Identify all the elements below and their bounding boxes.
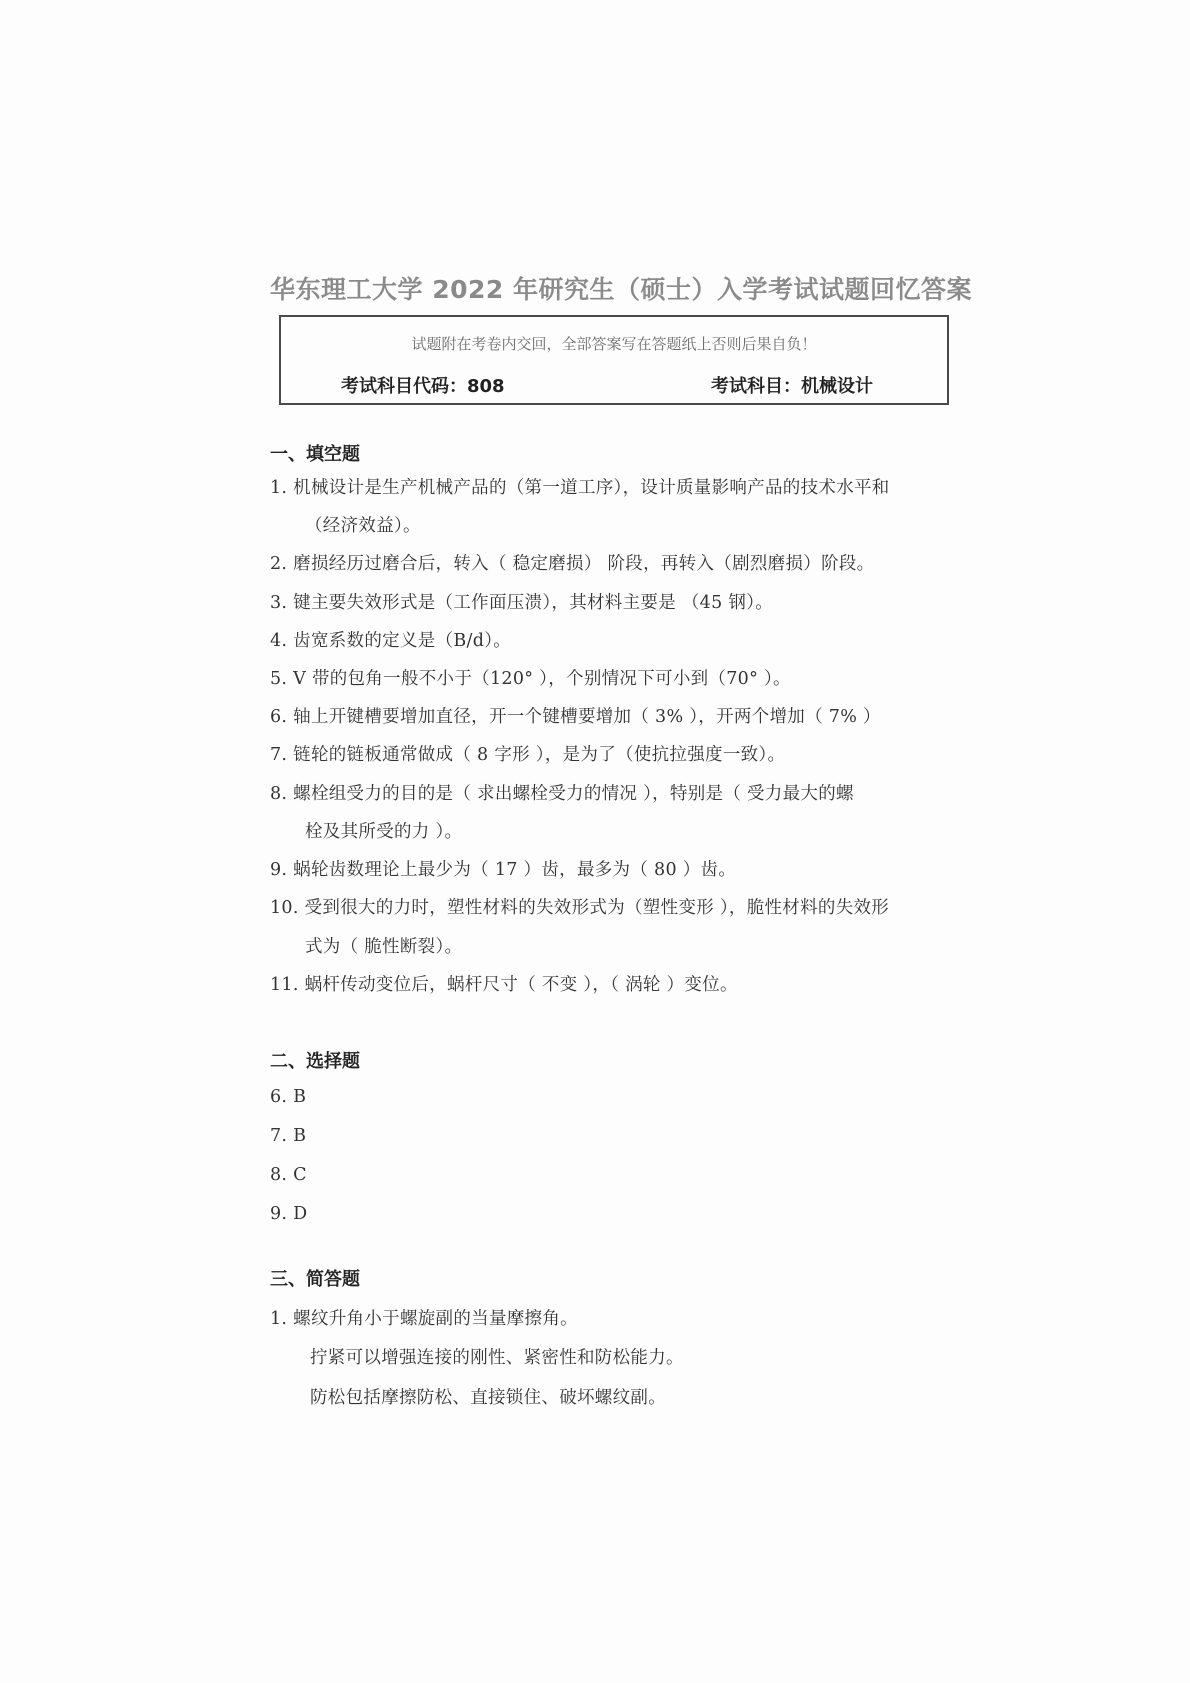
fill-blank-line: 4. 齿宽系数的定义是（B/d）。	[270, 631, 512, 651]
exam-info-box	[279, 315, 949, 405]
fill-blank-line: 8. 螺栓组受力的目的是（ 求出螺栓受力的情况 ），特别是（ 受力最大的螺	[270, 784, 854, 804]
fill-blank-line: 9. 蜗轮齿数理论上最少为（ 17 ）齿，最多为（ 80 ）齿。	[270, 860, 737, 880]
fill-blank-line: 6. 轴上开键槽要增加直径，开一个键槽要增加（ 3% ），开两个增加（ 7% ）	[270, 707, 881, 727]
section-heading-fill-blank: 一、填空题	[270, 444, 360, 465]
short-answer-line: 防松包括摩擦防松、直接锁住、破坏螺纹副。	[310, 1388, 666, 1408]
choice-answer: 6. B	[270, 1087, 307, 1107]
section-heading-multiple-choice: 二、选择题	[270, 1051, 360, 1072]
exam-code: 考试科目代码：808	[341, 376, 505, 397]
choice-answer: 7. B	[270, 1126, 307, 1146]
fill-blank-line: 1. 机械设计是生产机械产品的（第一道工序），设计质量影响产品的技术水平和	[270, 478, 890, 498]
fill-blank-line: 10. 受到很大的力时，塑性材料的失效形式为（塑性变形 ），脆性材料的失效形	[270, 898, 890, 918]
short-answer-line: 拧紧可以增强连接的刚性、紧密性和防松能力。	[310, 1348, 684, 1368]
fill-blank-line: 式为（ 脆性断裂）。	[305, 937, 463, 957]
fill-blank-line: 5. V 带的包角一般不小于（120° ），个别情况下可小到（70° ）。	[270, 669, 791, 689]
fill-blank-line: 2. 磨损经历过磨合后，转入（ 稳定磨损） 阶段，再转入（剧烈磨损）阶段。	[270, 554, 875, 574]
fill-blank-line: 栓及其所受的力 ）。	[305, 822, 463, 842]
choice-answer: 9. D	[270, 1204, 308, 1224]
fill-blank-line: 3. 键主要失效形式是（工作面压溃），其材料主要是 （45 钢）。	[270, 593, 774, 613]
fill-blank-line: 11. 蜗杆传动变位后，蜗杆尺寸（ 不变 ），（ 涡轮 ）变位。	[270, 975, 738, 995]
fill-blank-line: 7. 链轮的链板通常做成（ 8 字形 ），是为了（使抗拉强度一致）。	[270, 745, 786, 765]
section-heading-short-answer: 三、简答题	[270, 1269, 360, 1290]
choice-answer: 8. C	[270, 1165, 307, 1185]
short-answer-line: 1. 螺纹升角小于螺旋副的当量摩擦角。	[270, 1309, 578, 1329]
exam-subject: 考试科目：机械设计	[711, 376, 873, 397]
document-title: 华东理工大学 2022 年研究生（硕士）入学考试试题回忆答案	[270, 275, 972, 304]
exam-notice: 试题附在考卷内交回，全部答案写在答题纸上否则后果自负！	[411, 335, 817, 353]
fill-blank-line: （经济效益）。	[305, 516, 421, 536]
